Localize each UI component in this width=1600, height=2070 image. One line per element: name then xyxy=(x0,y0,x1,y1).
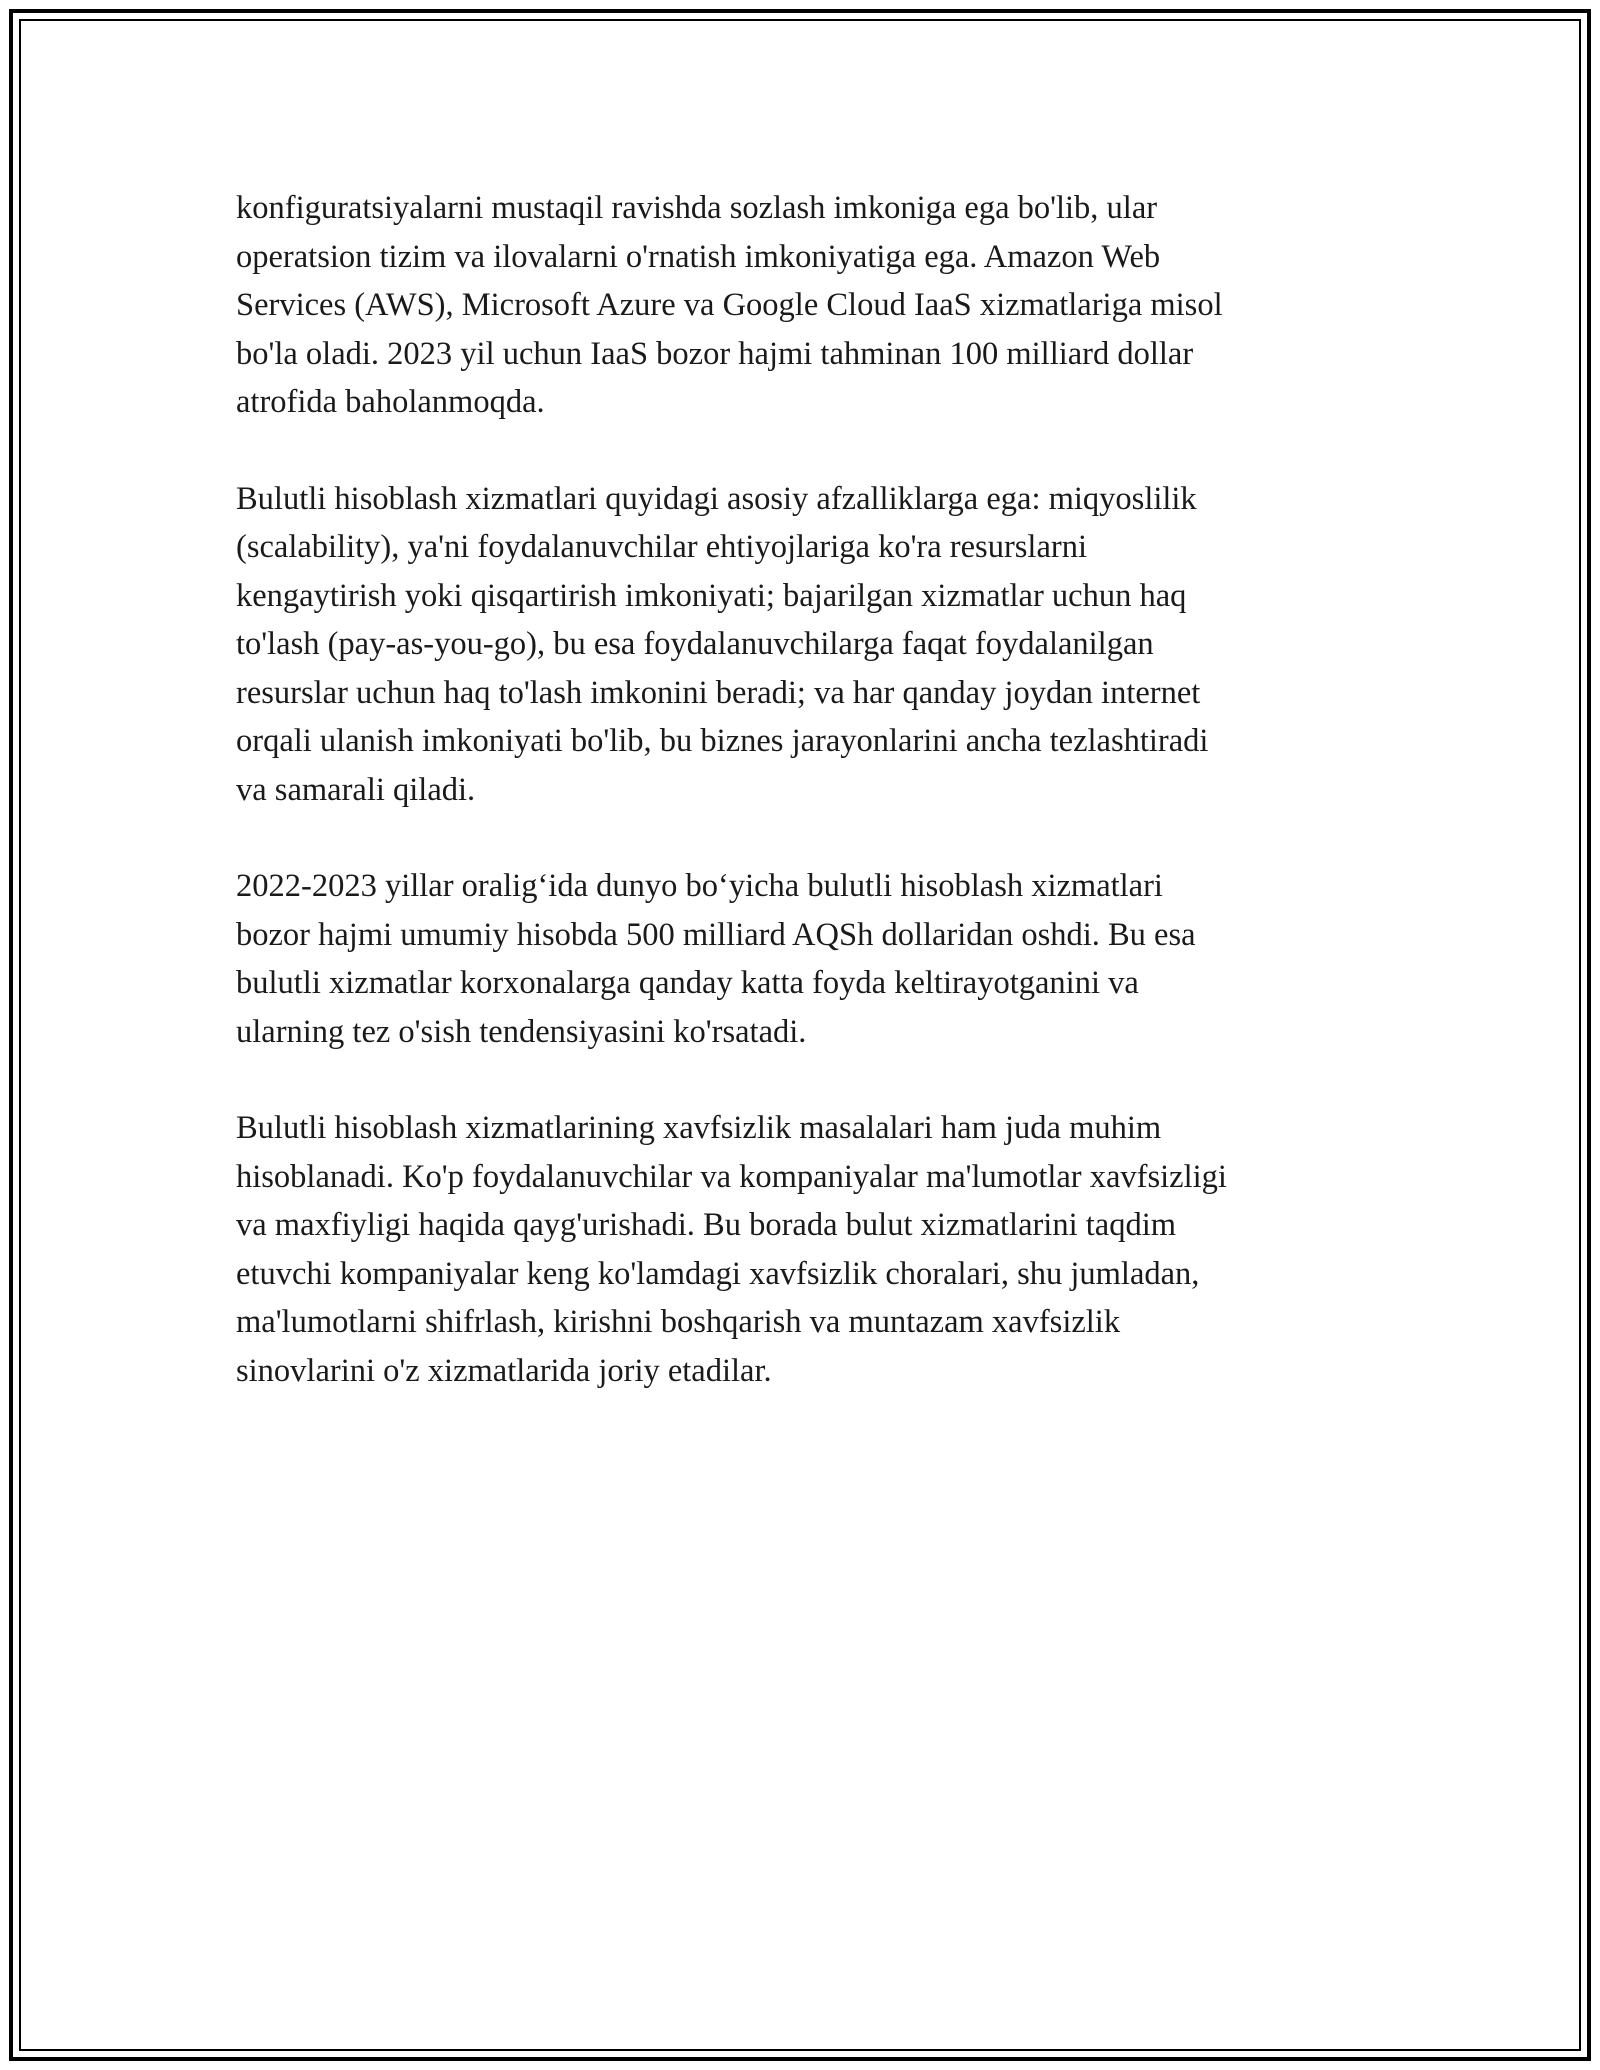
paragraph-market-size: 2022-2023 yillar oralig‘ida dunyo bo‘yicha bulutli hisoblash xizmatlari bozor hajmi umumiy hisobda 500 milliard AQSh dollaridan oshdi. Bu esa bulutli xizmatlar korxonalarga qanday katta foyda keltirayotganini va ularning tez o'sish tendensiyasini ko'rsatadi. xyxy=(236,868,1196,1050)
paragraph-iaas-examples: konfiguratsiyalarni mustaqil ravishda sozlash imkoniga ega bo'lib, ular operatsion tizim va ilovalarni o'rnatish imkoniyatiga ega. Amazon Web Services (AWS), Microsoft Azure va Google Cloud IaaS xizmatlariga misol bo'la oladi. 2023 yil uchun IaaS bozor hajmi tahminan 100 milliard dollar atrofida baholanmoqda. xyxy=(236,190,1223,420)
paragraph-security: Bulutli hisoblash xizmatlarining xavfsizlik masalalari ham juda muhim hisoblanadi. Ko'p foydalanuvchilar va kompaniyalar ma'lumotlar xavfsizligi va maxfiyligi haqida qayg'urishadi. Bu borada bulut xizmatlarini taqdim etuvchi kompaniyalar keng ko'lamdagi xavfsizlik choralari, shu jumladan, ma'lumotlarni shifrlash, kirishni boshqarish va muntazam xavfsizlik sinovlarini o'z xizmatlarida joriy etadilar. xyxy=(236,1110,1227,1389)
document-body xyxy=(236,184,1366,1443)
paragraph-advantages: Bulutli hisoblash xizmatlari quyidagi asosiy afzalliklarga ega: miqyoslilik (scalability), ya'ni foydalanuvchilar ehtiyojlariga ko'ra resurslarni kengaytirish yoki qisqartirish imkoniyati; bajarilgan xizmatlar uchun haq to'lash (pay-as-you-go), bu esa foydalanuvchilarga faqat foydalanilgan resurslar uchun haq to'lash imkonini beradi; va har qanday joydan internet orqali ulanish imkoniyati bo'lib, bu biznes jarayonlarini ancha tezlashtiradi va samarali qiladi. xyxy=(236,480,1209,808)
